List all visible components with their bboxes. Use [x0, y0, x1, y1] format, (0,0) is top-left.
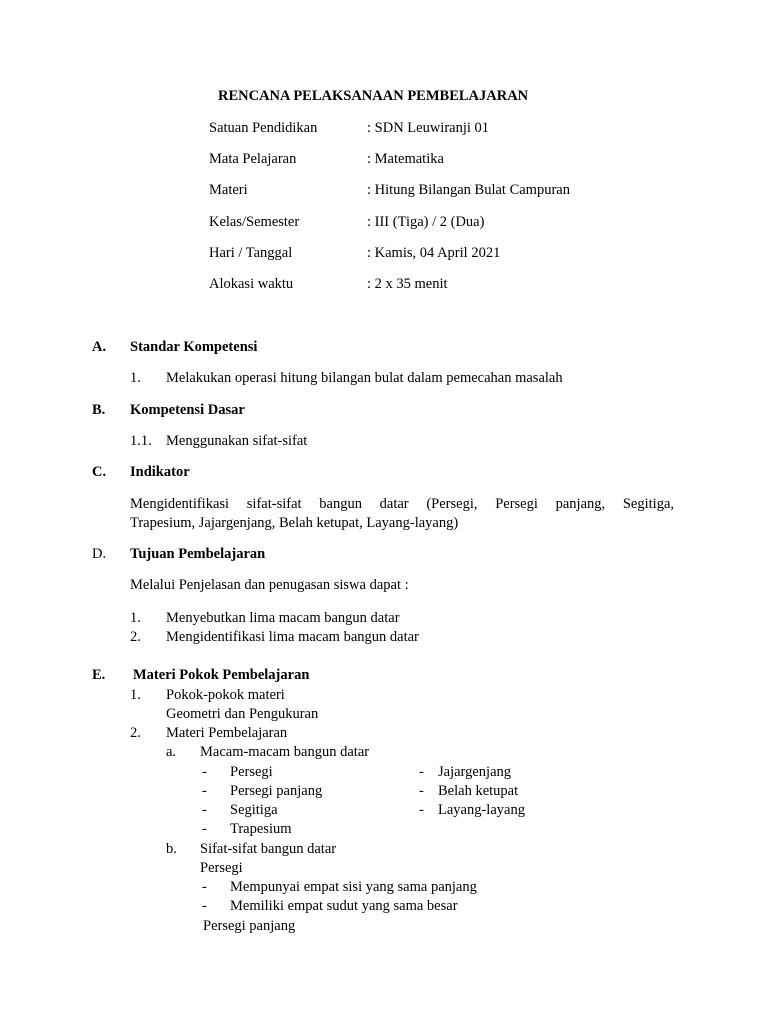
section-e-item2-text: Materi Pembelajaran: [166, 725, 288, 741]
persegi-prop-2: Memiliki empat sudut yang sama besar: [230, 898, 458, 914]
list-dash: -: [202, 821, 207, 837]
section-b-heading: Kompetensi Dasar: [130, 402, 245, 418]
section-c-heading: Indikator: [130, 464, 190, 480]
list-item-belah-ketupat: Belah ketupat: [438, 783, 519, 799]
list-dash: -: [202, 879, 207, 895]
info-value-alokasi: : 2 x 35 menit: [367, 276, 448, 292]
section-e-item2-num: 2.: [130, 725, 141, 741]
info-label-alokasi: Alokasi waktu: [209, 276, 294, 292]
list-dash: -: [419, 802, 424, 818]
info-value-kelas: : III (Tiga) / 2 (Dua): [367, 214, 485, 230]
info-label-hari: Hari / Tanggal: [209, 245, 293, 261]
section-d-item2-num: 2.: [130, 629, 141, 645]
section-a-item-num: 1.: [130, 370, 141, 386]
info-label-mapel: Mata Pelajaran: [209, 151, 297, 167]
section-d-item2-text: Mengidentifikasi lima macam bangun datar: [166, 629, 419, 645]
section-e-item1-num: 1.: [130, 687, 141, 703]
persegi-title: Persegi: [200, 860, 243, 876]
section-d-heading: Tujuan Pembelajaran: [130, 546, 266, 562]
section-c-text-line1: Mengidentifikasi sifat-sifat bangun datar (Persegi, Persegi panjang, Segitiga,: [130, 496, 674, 512]
info-label-kelas: Kelas/Semester: [209, 214, 300, 230]
section-c-text-line2: Trapesium, Jajargenjang, Belah ketupat, Layang-layang): [130, 515, 459, 531]
info-value-materi: : Hitung Bilangan Bulat Campuran: [367, 182, 570, 198]
list-item-persegi: Persegi: [230, 764, 273, 780]
info-value-hari: : Kamis, 04 April 2021: [367, 245, 501, 261]
list-dash: -: [202, 764, 207, 780]
list-dash: -: [419, 783, 424, 799]
section-d-item1-num: 1.: [130, 610, 141, 626]
section-d-item1-text: Menyebutkan lima macam bangun datar: [166, 610, 400, 626]
info-label-materi: Materi: [209, 182, 248, 198]
section-e-sub-a-letter: a.: [166, 744, 177, 760]
section-e-letter: E.: [92, 667, 106, 683]
list-item-segitiga: Segitiga: [230, 802, 278, 818]
section-a-letter: A.: [92, 339, 107, 355]
page-title: RENCANA PELAKSANAAN PEMBELAJARAN: [218, 88, 529, 104]
section-e-sub-b-text: Sifat-sifat bangun datar: [200, 841, 337, 857]
list-item-jajargenjang: Jajargenjang: [438, 764, 512, 780]
list-dash: -: [202, 898, 207, 914]
list-item-layang-layang: Layang-layang: [438, 802, 525, 818]
list-item-trapesium: Trapesium: [230, 821, 292, 837]
section-d-intro: Melalui Penjelasan dan penugasan siswa dapat :: [130, 577, 409, 593]
section-e-item1-text: Pokok-pokok materi: [166, 687, 285, 703]
persegi-prop-1: Mempunyai empat sisi yang sama panjang: [230, 879, 477, 895]
section-c-letter: C.: [92, 464, 107, 480]
list-dash: -: [419, 764, 424, 780]
section-e-item1-sub: Geometri dan Pengukuran: [166, 706, 319, 722]
info-value-mapel: : Matematika: [367, 151, 444, 167]
section-d-letter: D.: [92, 546, 107, 562]
section-b-letter: B.: [92, 402, 106, 418]
section-e-sub-b-letter: b.: [166, 841, 177, 857]
list-item-persegi-panjang: Persegi panjang: [230, 783, 323, 799]
section-e-sub-a-text: Macam-macam bangun datar: [200, 744, 370, 760]
section-a-item-text: Melakukan operasi hitung bilangan bulat dalam pemecahan masalah: [166, 370, 563, 386]
section-b-item-num: 1.1.: [130, 433, 152, 449]
section-a-heading: Standar Kompetensi: [130, 339, 258, 355]
list-dash: -: [202, 783, 207, 799]
persegi-panjang-title: Persegi panjang: [203, 918, 296, 934]
section-b-item-text: Menggunakan sifat-sifat: [166, 433, 308, 449]
list-dash: -: [202, 802, 207, 818]
info-value-satuan: : SDN Leuwiranji 01: [367, 120, 490, 136]
info-label-satuan: Satuan Pendidikan: [209, 120, 318, 136]
section-e-heading: Materi Pokok Pembelajaran: [133, 667, 310, 683]
